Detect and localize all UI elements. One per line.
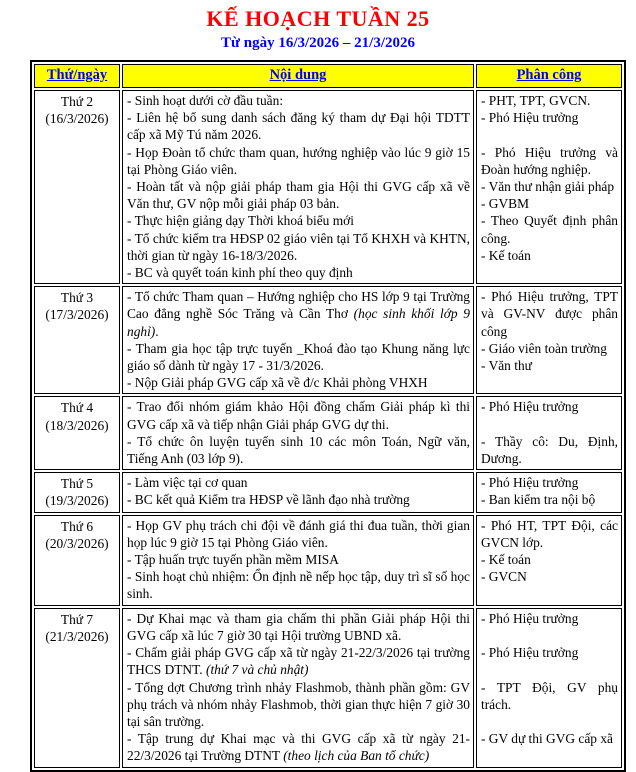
page-title: KẾ HOẠCH TUẦN 25: [206, 6, 430, 31]
text-segment: - Làm việc tại cơ quan: [127, 475, 248, 491]
italic-note: (học sinh khối lớp 9 nghỉ): [127, 306, 470, 339]
content-paragraph: [127, 730, 470, 764]
content-paragraph: [127, 433, 470, 467]
date-label: (16/3/2026): [45, 111, 109, 127]
text-segment: - Tham gia học tập trực tuyến _Khoá đào tạo Khung năng lực giáo số dành từ ngày 17 - 31/3/2026.: [127, 340, 470, 374]
day-cell: [34, 90, 120, 284]
content-paragraph: [127, 551, 470, 568]
text-segment: - Trao đổi nhóm giám khảo Hội đồng chấm Giải pháp kì thi GVG cấp xã và tiếp nhận Giải pháp GVG dự thi.: [127, 399, 470, 432]
table-row: [34, 472, 622, 512]
italic-note: (theo lịch của Ban tổ chức): [283, 748, 430, 764]
text-segment: - Tổ chức ôn luyện tuyển sinh 10 các môn Toán, Ngữ văn, Tiếng Anh (03 lớp 9).: [127, 433, 470, 467]
content-paragraph: [127, 92, 470, 109]
day-cell: [34, 396, 120, 470]
text-segment: - Liên hệ bổ sung danh sách đăng ký tham dự Đại hội TDTT cấp xã Mỹ Tú năm 2026.: [127, 110, 470, 143]
date-label: (19/3/2026): [45, 493, 109, 509]
content-paragraph: [127, 679, 470, 731]
day-label: Thứ 6: [60, 518, 94, 534]
content-paragraph: [127, 644, 470, 678]
day-label: Thứ 3: [60, 290, 94, 306]
assignment-cell: [476, 515, 622, 606]
day-cell: [34, 472, 120, 512]
day-cell: [34, 286, 120, 394]
content-paragraph: [127, 144, 470, 178]
day-cell: [34, 608, 120, 768]
content-paragraph: [127, 109, 470, 143]
content-paragraph: [127, 212, 470, 229]
date-label: (17/3/2026): [45, 307, 109, 323]
assignment-paragraph: - GVBM: [481, 196, 529, 212]
assignment-paragraph: - Phó Hiệu trưởng: [481, 645, 579, 661]
day-label: Thứ 5: [60, 476, 94, 492]
assignment-paragraph: - Phó Hiệu trưởng: [481, 110, 579, 126]
assignment-paragraph: - Phó HT, TPT Đội, các GVCN lớp.: [481, 517, 618, 550]
assignment-paragraph: - GVCN: [481, 569, 527, 585]
assignment-paragraph: - Phó Hiệu trưởng: [481, 475, 579, 491]
text-segment: - Họp GV phụ trách chi đội về đánh giá thi đua tuần, thời gian họp lúc 9 giờ 15 tại Phòng Giáo viên.: [127, 517, 470, 550]
table-row: [34, 608, 622, 768]
content-cell: [122, 608, 474, 768]
content-paragraph: [127, 288, 470, 340]
assignment-paragraph: - GV dự thi GVG cấp xã: [481, 731, 613, 747]
blank-line: [481, 627, 618, 644]
text-segment: - Sinh hoạt dưới cờ đầu tuần:: [127, 93, 284, 108]
weekly-plan-table: [30, 60, 626, 772]
text-segment: .: [155, 323, 159, 339]
table-body: [34, 90, 622, 768]
table-row: [34, 396, 622, 470]
date-label: (21/3/2026): [45, 628, 109, 644]
content-paragraph: [127, 517, 470, 551]
text-segment: - BC và quyết toán kinh phí theo quy định: [127, 265, 353, 281]
header-assignment: Phân công: [476, 64, 622, 88]
assignment-cell: [476, 286, 622, 394]
blank-line: [481, 661, 618, 678]
assignment-paragraph: - Phó Hiệu trưởng và Đoàn hướng nghiệp.: [481, 144, 618, 177]
text-segment: - Hoàn tất và nộp giải pháp tham gia Hội thi GVG cấp xã về Văn thư, GV nộp mỗi giải pháp 03 bản.: [127, 179, 470, 212]
content-paragraph: [127, 230, 470, 264]
date-label: (20/3/2026): [45, 535, 109, 551]
text-segment: - Tập huấn trực tuyến phần mềm MISA: [127, 552, 339, 568]
table-row: [34, 515, 622, 606]
blank-line: [481, 416, 618, 433]
content-paragraph: [127, 474, 470, 491]
text-segment: - Tổ chức Tham quan – Hướng nghiệp cho HS lớp 9 tại Trường Cao đẳng nghề Sóc Trăng và Cần Thơ: [127, 289, 470, 322]
content-paragraph: [127, 568, 470, 602]
assignment-cell: [476, 396, 622, 470]
assignment-paragraph: - PHT, TPT, GVCN.: [481, 93, 591, 108]
content-paragraph: [127, 264, 470, 281]
content-paragraph: [127, 491, 470, 508]
assignment-cell: [476, 608, 622, 768]
content-cell: [122, 396, 474, 470]
date-label: (18/3/2026): [45, 417, 109, 433]
table-row: [34, 286, 622, 394]
assignment-cell: [476, 472, 622, 512]
table-row: [34, 90, 622, 284]
table-header-row: [34, 64, 622, 88]
text-segment: - Họp Đoàn tổ chức tham quan, hướng nghiệp vào lúc 9 giờ 15 tại Phòng Giáo viên.: [127, 144, 470, 177]
text-segment: - Dự Khai mạc và tham gia chấm thi phần Giải pháp Hội thi GVG cấp xã lúc 7 giờ 30 tại Hội trường UBND xã.: [127, 610, 470, 643]
date-range-subtitle: Từ ngày 16/3/2026 – 21/3/2026: [220, 35, 416, 51]
text-segment: - Tổng dợt Chương trình nhảy Flashmob, thành phần gồm: GV phụ trách và nhóm nhảy Flashmob, thời gian thực hiện 7 giờ 30 tại sân trường.: [127, 679, 470, 729]
content-paragraph: [127, 610, 470, 644]
assignment-paragraph: - Kế toán: [481, 247, 531, 263]
blank-line: [481, 126, 618, 143]
italic-note: (thứ 7 và chủ nhật): [205, 662, 309, 678]
content-paragraph: [127, 398, 470, 432]
header-day: Thứ/ngày: [34, 64, 120, 88]
text-segment: - Thực hiện giảng dạy Thời khoá biểu mới: [127, 213, 354, 229]
assignment-paragraph: - Phó Hiệu trưởng: [481, 399, 579, 415]
text-segment: - Tập trung dự Khai mạc và thi GVG cấp xã từ ngày 21-22/3/2026 tại Trường DTNT: [127, 731, 470, 764]
assignment-paragraph: - Theo Quyết định phân công.: [481, 213, 618, 246]
day-label: Thứ 4: [60, 400, 94, 416]
assignment-paragraph: - Văn thư: [481, 358, 532, 374]
day-label: Thứ 2: [60, 94, 94, 109]
text-segment: - Tổ chức kiểm tra HĐSP 02 giáo viên tại Tổ KHXH và KHTN, thời gian từ ngày 16-18/3/2026.: [127, 230, 470, 263]
content-paragraph: [127, 374, 470, 391]
assignment-paragraph: - Phó Hiệu trưởng, TPT và GV-NV được phân công: [481, 289, 618, 339]
assignment-paragraph: - Văn thư nhận giải pháp: [481, 179, 615, 195]
assignment-cell: [476, 90, 622, 284]
content-cell: [122, 515, 474, 606]
header-content: Nội dung: [122, 64, 474, 88]
text-segment: - BC kết quả Kiểm tra HĐSP về lãnh đạo nhà trường: [127, 492, 410, 508]
content-cell: [122, 286, 474, 394]
text-segment: - Sinh hoạt chủ nhiệm: Ổn định nề nếp học tập, duy trì sĩ số học sinh.: [127, 569, 470, 602]
assignment-paragraph: - Ban kiểm tra nội bộ: [481, 492, 596, 508]
content-cell: [122, 472, 474, 512]
assignment-paragraph: - Giáo viên toàn trường: [481, 340, 607, 356]
assignment-paragraph: - Thầy cô: Du, Định, Dương.: [481, 433, 618, 467]
text-segment: - Nộp Giải pháp GVG cấp xã về đ/c Khải phòng VHXH: [127, 375, 428, 391]
content-cell: [122, 90, 474, 284]
assignment-paragraph: - Kế toán: [481, 552, 531, 568]
text-segment: - Chấm giải pháp GVG cấp xã từ ngày 21-22/3/2026 tại trường THCS DTNT.: [127, 645, 470, 678]
day-label: Thứ 7: [60, 611, 94, 627]
content-paragraph: [127, 178, 470, 212]
assignment-paragraph: - TPT Đội, GV phụ trách.: [481, 679, 618, 712]
assignment-paragraph: - Phó Hiệu trưởng: [481, 610, 579, 626]
content-paragraph: [127, 340, 470, 374]
blank-line: [481, 713, 618, 730]
day-cell: [34, 515, 120, 606]
